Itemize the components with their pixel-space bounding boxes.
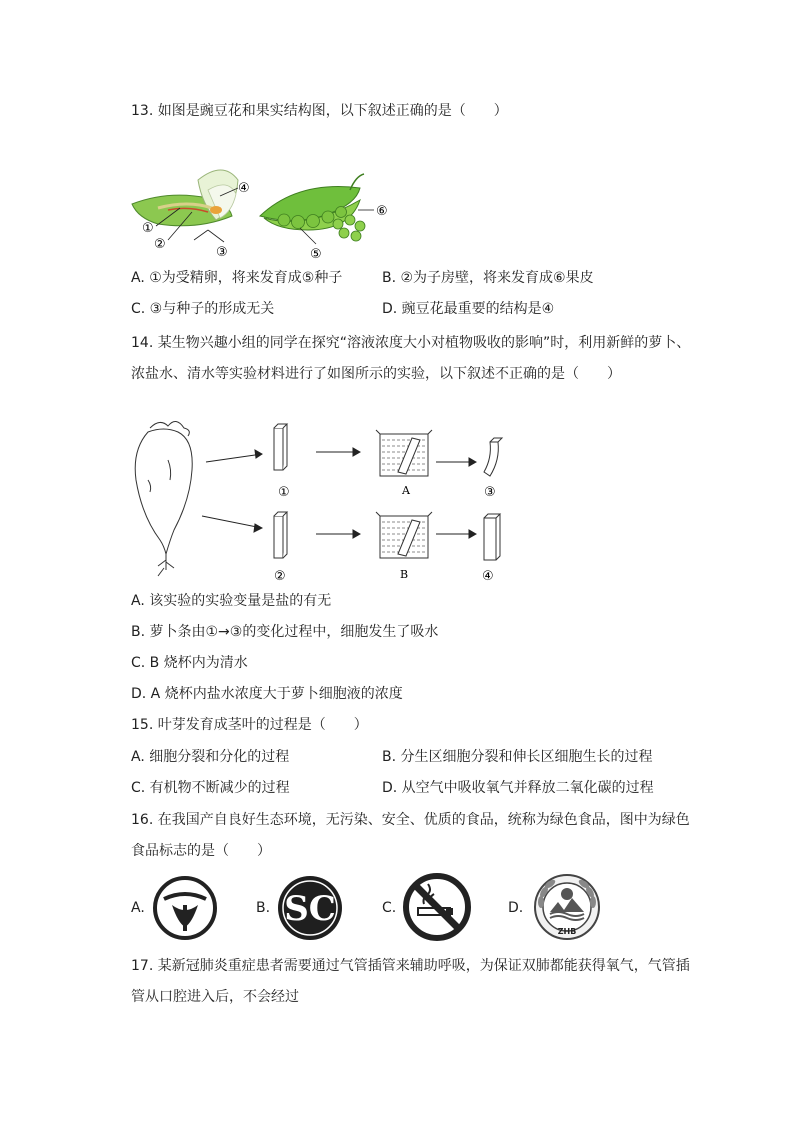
q14-label-b: B [400, 568, 409, 581]
q14-stem-line2: 浓盐水、清水等实验材料进行了如图所示的实验，以下叙述不正确的是（ ） [131, 366, 621, 382]
q16-option-d-letter: D. [508, 900, 524, 916]
q14-label-a: A [402, 484, 410, 497]
q13-label-5: ⑤ [310, 247, 322, 262]
no-smoking-icon [402, 872, 472, 942]
q13-label-4: ④ [238, 181, 250, 196]
q13-label-1: ① [142, 221, 154, 236]
q13-option-d: D. 豌豆花最重要的结构是④ [382, 301, 555, 317]
q16-option-a-letter: A. [131, 900, 145, 916]
q15-option-c: C. 有机物不断减少的过程 [131, 780, 290, 796]
sc-logo-text: SC [284, 889, 336, 929]
q13-option-c: C. ③与种子的形成无关 [131, 301, 275, 317]
q17-stem-line1: 17. 某新冠肺炎重症患者需要通过气管插管来辅助呼吸，为保证双肺都能获得氧气，气管插 [131, 958, 690, 974]
green-food-logo [152, 875, 218, 941]
sc-logo [276, 874, 344, 942]
q14-label-2: ② [274, 569, 286, 584]
q13-pea-figure [128, 160, 408, 264]
q14-option-d: D. A 烧杯内盐水浓度大于萝卜细胞液的浓度 [131, 686, 403, 702]
q13-label-3: ③ [216, 245, 228, 260]
q14-option-a: A. 该实验的实验变量是盐的有无 [131, 593, 332, 609]
q13-option-a: A. ①为受精卵，将来发育成⑤种子 [131, 270, 343, 286]
q14-label-3: ③ [484, 485, 496, 500]
zhb-logo-text: ZHB [557, 927, 577, 936]
q15-option-d: D. 从空气中吸收氧气并释放二氧化碳的过程 [382, 780, 654, 796]
q14-label-1: ① [278, 485, 290, 500]
beaker-b-illustration [376, 512, 432, 558]
q15-stem: 15. 叶芽发育成茎叶的过程是（ ） [131, 717, 368, 733]
q16-stem-line1: 16. 在我国产自良好生态环境，无污染、安全、优质的食品，统称为绿色食品，图中为绿色 [131, 812, 690, 828]
pea-flower-illustration [132, 170, 238, 226]
radish-illustration [135, 421, 192, 576]
beaker-a-illustration [376, 430, 432, 476]
q14-stem-line1: 14. 某生物兴趣小组的同学在探究“溶液浓度大小对植物吸收的影响”时，利用新鲜的萝卜、 [131, 335, 691, 351]
q14-option-c: C. B 烧杯内为清水 [131, 655, 248, 671]
q13-label-2: ② [154, 237, 166, 252]
q15-option-a: A. 细胞分裂和分化的过程 [131, 749, 290, 765]
q15-option-b: B. 分生区细胞分裂和伸长区细胞生长的过程 [382, 749, 653, 765]
q14-label-4: ④ [482, 569, 494, 584]
q17-stem-line2: 管从口腔进入后，不会经过 [131, 989, 299, 1005]
q14-option-b: B. 萝卜条由①→③的变化过程中，细胞发生了吸水 [131, 624, 439, 640]
zhb-environmental-logo [532, 872, 602, 942]
q13-label-6: ⑥ [376, 204, 388, 219]
pea-pod-illustration [260, 174, 365, 241]
q14-radish-experiment-figure [128, 420, 518, 586]
q13-option-b: B. ②为子房壁，将来发育成⑥果皮 [382, 270, 594, 286]
q16-option-b-letter: B. [256, 900, 271, 916]
q16-stem-line2: 食品标志的是（ ） [131, 843, 271, 859]
q16-option-c-letter: C. [382, 900, 397, 916]
q13-stem: 13. 如图是豌豆花和果实结构图，以下叙述正确的是（ ） [131, 103, 508, 119]
